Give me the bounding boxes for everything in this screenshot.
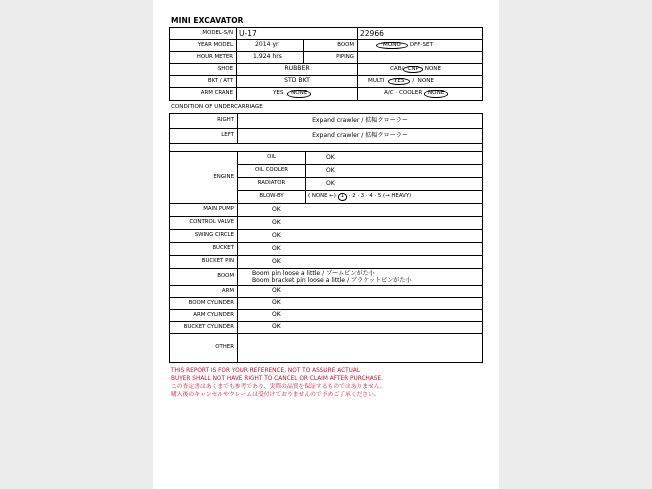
hour-label: HOUR METER <box>170 52 237 64</box>
bucket-cylinder-value: OK <box>238 322 483 334</box>
oil-value: OK <box>306 152 483 165</box>
arm-crane-label: ARM CRANE <box>170 88 237 101</box>
model-value: U-17 <box>237 28 358 40</box>
bucket-pin-value: OK <box>238 256 483 269</box>
swing-circle-label: SWING CIRCLE <box>170 230 238 243</box>
bkt-value: STD BKT <box>237 76 358 88</box>
multi-label: MULTI <box>368 77 385 84</box>
cab-opt-none: NONE <box>424 65 442 72</box>
multi-options: MULTI YES / NONE <box>358 76 483 88</box>
piping-value <box>358 52 483 64</box>
inspection-sheet <box>153 0 499 489</box>
row-main-pump <box>170 204 483 217</box>
shoe-label: SHOE <box>170 64 237 76</box>
row-arm <box>170 286 483 298</box>
cab-options: CAB/ CNP NONE <box>358 64 483 76</box>
spacer-cell <box>170 144 483 152</box>
boom-type-options <box>358 40 483 52</box>
row-left <box>170 129 483 144</box>
engine-label: ENGINE <box>170 152 238 204</box>
bucket-cylinder-label: BUCKET CYLINDER <box>170 322 238 334</box>
boom-opt-offset: OFF-SET <box>409 41 433 48</box>
arm-crane-options <box>237 88 358 101</box>
right-label: RIGHT <box>170 114 238 129</box>
boom-cylinder-label: BOOM CYLINDER <box>170 298 238 310</box>
boom-cylinder-value: OK <box>238 298 483 310</box>
control-valve-value: OK <box>238 217 483 230</box>
row-other <box>170 334 483 363</box>
row-bucket-cylinder <box>170 322 483 334</box>
row-boom-cylinder <box>170 298 483 310</box>
control-valve-label: CONTROL VALVE <box>170 217 238 230</box>
ac-opt-none-circled: NONE <box>424 90 448 98</box>
boom-opt-mono-circled: MONO <box>376 42 408 50</box>
hour-value: 1,924 hrs <box>237 52 304 64</box>
row-boom <box>170 269 483 286</box>
right-value: Expand crawler / 拡幅クローラー <box>238 114 483 129</box>
boom-values <box>238 269 483 286</box>
oil-label: OIL <box>238 152 306 165</box>
row-year <box>170 40 483 52</box>
row-spacer <box>170 144 483 152</box>
row-control-valve <box>170 217 483 230</box>
cab-opt-cab: CAB <box>390 65 402 72</box>
row-oil <box>170 152 483 165</box>
bucket-label: BUCKET <box>170 243 238 256</box>
machine-info-table <box>169 27 483 101</box>
blowby-scale <box>306 191 483 204</box>
arm-cylinder-value: OK <box>238 310 483 322</box>
condition-table <box>169 113 483 363</box>
left-label: LEFT <box>170 129 238 144</box>
row-arm-cylinder <box>170 310 483 322</box>
bucket-value: OK <box>238 243 483 256</box>
boom-label: BOOM <box>170 269 238 286</box>
boom-value-line1: Boom pin loose a little / ブームピンがた小 <box>252 269 375 277</box>
disclaimer-line1: THIS REPORT IS FOR YOUR REFERENCE, NOT TO ASSURE ACTUAL <box>171 368 361 374</box>
shoe-value: RUBBER <box>237 64 358 76</box>
row-model <box>170 28 483 40</box>
blowby-none: ( NONE ←) <box>308 193 336 200</box>
multi-opt-yes-circled: YES <box>388 78 411 86</box>
row-hour <box>170 52 483 64</box>
row-arm-crane <box>170 88 483 101</box>
disclaimer-notes <box>171 367 386 399</box>
undercarriage-section-title: CONDITION OF UNDERCARRIAGE <box>171 104 263 110</box>
row-right <box>170 114 483 129</box>
blowby-1-circled: 1 <box>338 193 347 200</box>
bucket-pin-label: BUCKET PIN <box>170 256 238 269</box>
left-value: Expand crawler / 拡幅クローラー <box>238 129 483 144</box>
disclaimer-line3: この査定書はあくまでも参考であり、実際の品質を保証するものではありません。 <box>171 384 386 390</box>
disclaimer-line2: BUYER SHALL NOT HAVE RIGHT TO CANCEL OR CLAIM AFTER PURCHASE. <box>171 376 384 382</box>
cab-opt-cnp-circled: CNP <box>403 66 422 74</box>
row-bucket <box>170 243 483 256</box>
serial-value: 22966 <box>358 28 483 40</box>
other-label: OTHER <box>170 334 238 363</box>
blowby-rest: · 2 · 3 · 4 · 5 (→ HEAVY) <box>348 193 412 200</box>
swing-circle-value: OK <box>238 230 483 243</box>
arm-cylinder-label: ARM CYLINDER <box>170 310 238 322</box>
row-bkt <box>170 76 483 88</box>
arm-value: OK <box>238 286 483 298</box>
bkt-label: BKT / ATT <box>170 76 237 88</box>
main-pump-value: OK <box>238 204 483 217</box>
main-pump-label: MAIN PUMP <box>170 204 238 217</box>
model-label: MODEL-S/N <box>170 28 237 40</box>
blowby-label: BLOW-BY <box>238 191 306 204</box>
arm-crane-opt-none-circled: NONE <box>287 90 311 98</box>
arm-label: ARM <box>170 286 238 298</box>
oil-cooler-label: OIL COOLER <box>238 165 306 178</box>
row-swing-circle <box>170 230 483 243</box>
row-bucket-pin <box>170 256 483 269</box>
radiator-value: OK <box>306 178 483 191</box>
year-value: 2014 yr <box>237 40 304 52</box>
year-label: YEAR MODEL <box>170 40 237 52</box>
boom-value-line2: Boom bracket pin loose a little / ブラケットピンがた小 <box>252 277 412 284</box>
piping-label: PIPING <box>304 52 358 64</box>
multi-opt-none: NONE <box>417 77 434 84</box>
ac-options <box>358 88 483 101</box>
disclaimer-line4: 購入後のキャンセルやクレームは受付けておりませんので予めご了承ください。 <box>171 392 380 398</box>
boom-type-label: BOOM <box>304 40 358 52</box>
other-value <box>238 334 483 363</box>
arm-crane-opt-yes: YES <box>273 90 284 97</box>
oil-cooler-value: OK <box>306 165 483 178</box>
document-title: MINI EXCAVATOR <box>171 16 244 25</box>
radiator-label: RADIATOR <box>238 178 306 191</box>
row-shoe <box>170 64 483 76</box>
ac-label: A/C · COOLER <box>384 90 423 97</box>
